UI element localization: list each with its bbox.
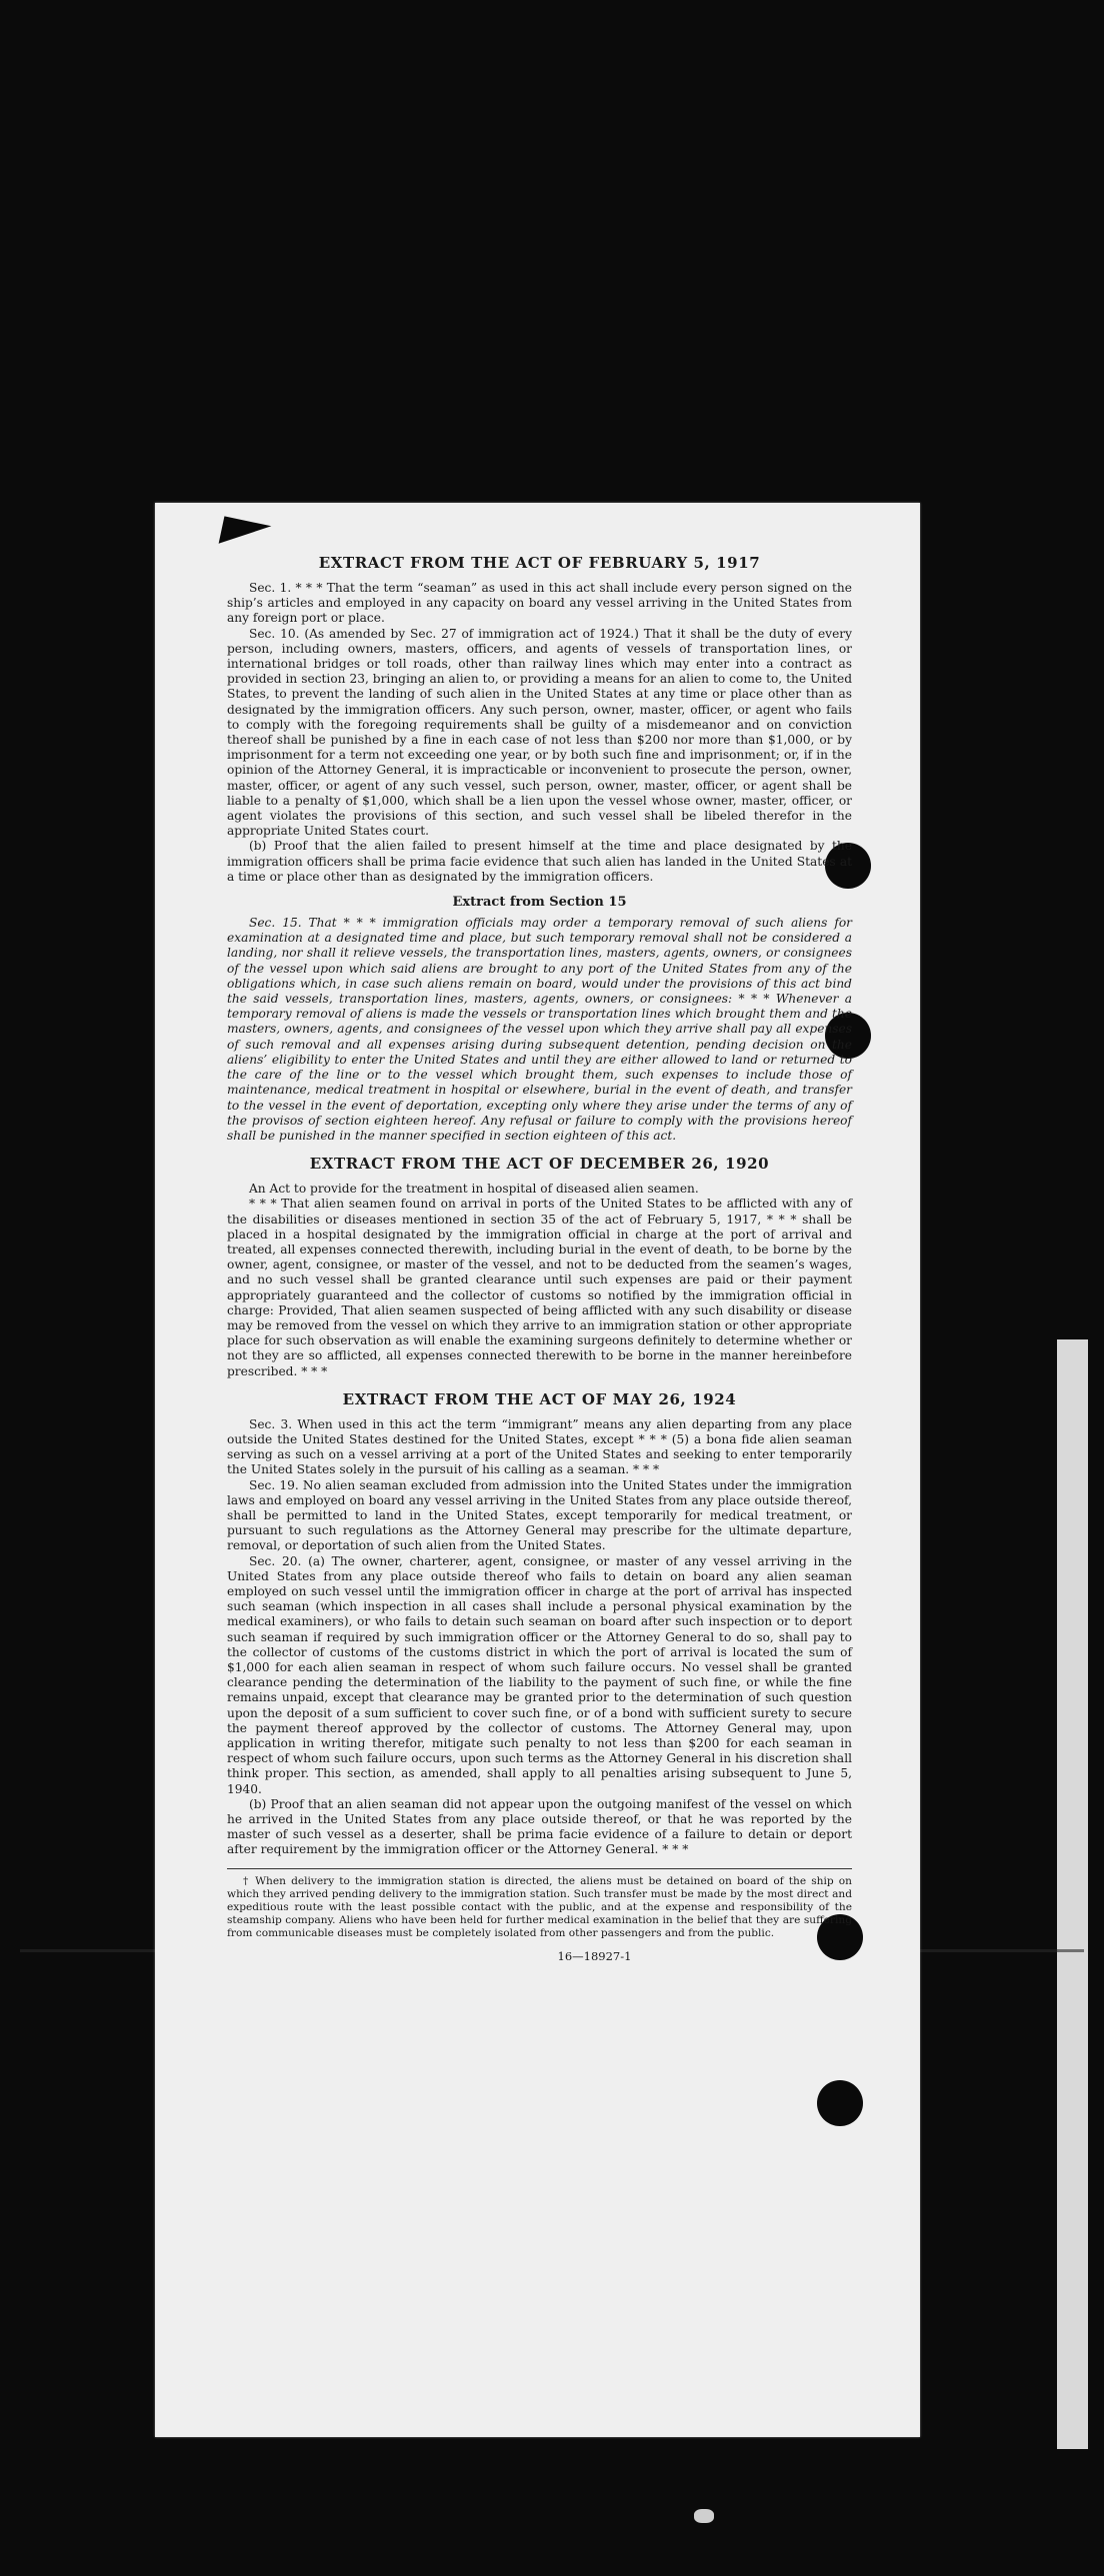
footnote: † When delivery to the immigration station is directed, the aliens must be detained on board of the ship on which they arrived pending delivery to the immigration station. Such transfer must be made by the most direct and expeditious route with the least possible contact with the public, and at the expense and responsibility of the steamship company. Aliens who have been held for further medical examination in the belief that they are suffering from communicable diseases must be completely isolated from other passengers and from the public.	[227, 1874, 852, 1940]
section-3-paragraph: Sec. 3. When used in this act the term “immigrant” means any alien departing from any place outside the United States destined for the United States, except * * * (5) a bona fide alien seaman serving as such on a vessel arriving at a port of the United States and seeking to enter temporarily the United States solely in the pursuit of his calling as a seaman. * * *	[227, 1416, 852, 1477]
section-20b-paragraph: (b) Proof that an alien seaman did not appear upon the outgoing manifest of the vessel on which he arrived in the United States from any place outside thereof, or that he was reported by the master of such vessel as a deserter, shall be prima facie evidence of a failure to detain or deport after requirement by the immigration officer or the Attorney General. * * *	[227, 1796, 852, 1857]
act-1920-title: An Act to provide for the treatment in hospital of diseased alien seamen.	[249, 1182, 699, 1197]
act-1920-paragraph: * * * That alien seamen found on arrival in ports of the United States to be afflicted with any of the disabilities or diseases mentioned in section 35 of the act of February 5, 1917, * * * shall be placed in a hospital designated by the immigration official in charge at the port of arrival and treated, all expenses connected therewith, including burial in the event of death, to be borne by the owner, agent, consignee, or master of the vessel, and not to be deducted from the seamen’s wages, and no such vessel shall be granted clearance until such expenses are paid or their payment appropriately guaranteed and the collector of customs so notified by the immigration official in charge: Provided, That alien seamen suspected of being afflicted with any such disability or disease may be removed from the vessel on which they arrive to an immigration station or other appropriate place for such observation as will enable the examining surgeons definitely to determine whether or not they are so afflicted, all expenses connected therewith to be borne in the manner hereinbefore prescribed. * * *	[227, 1197, 852, 1378]
section-20-paragraph: Sec. 20. (a) The owner, charterer, agent, consignee, or master of any vessel arriving in the United States from any place outside thereof who fails to detain on board any alien seaman employed on such vessel until the immigration officer in charge at the port of arrival has inspected such seaman (which inspection in all cases shall include a personal physical examination by the medical examiners), or who fails to detain such seaman on board after such inspection or to deport such seaman if required by such immigration officer or the Attorney General to do so, shall pay to the collector of customs of the customs district in which the port of arrival is located the sum of $1,000 for each alien seaman in respect of whom such failure occurs. No vessel shall be granted clearance pending the determination of the liability to the payment of such fine, or while the fine remains unpaid, except that clearance may be granted prior to the determination of such question upon the deposit of a sum sufficient to cover such fine, or of a bond with sufficient surety to secure the payment thereof approved by the collector of customs. The Attorney General may, upon application in writing therefor, mitigate such penalty to not less than $200 for each seaman in respect of whom such failure occurs, upon such terms as the Attorney General in his discretion shall think proper. This section, as amended, shall apply to all penalties arising subsequent to June 5, 1940.	[227, 1553, 852, 1796]
heading-act-1917: EXTRACT FROM THE ACT OF FEBRUARY 5, 1917	[318, 554, 761, 572]
section-19-paragraph: Sec. 19. No alien seaman excluded from admission into the United States under the immigration laws and employed on board any vessel arriving in the United States from any place outside thereof, shall be permitted to land in the United States, except temporarily for medical treatment, or pursuant to such regulations as the Attorney General may prescribe for the ultimate departure, removal, or deportation of such alien from the United States.	[227, 1477, 852, 1553]
section-1-paragraph: Sec. 1. * * * That the term “seaman” as used in this act shall include every person signed on the ship’s articles and employed in any capacity on board any vessel arriving in the United States from any foreign port or place.	[227, 581, 852, 626]
scanner-edge-strip	[1057, 1339, 1088, 2449]
section-15-paragraph: Sec. 15. That * * * immigration officials may order a temporary removal of such aliens for examination at a designated time and place, but such temporary removal shall not be considered a landing, nor shall it relieve vessels, the transportation lines, masters, agents, owners, or consignees of the vessel upon which said aliens are brought to any port of the United States from any of the obligations which, in case such aliens remain on board, would under the provisions of this act bind the said vessels, transportation lines, masters, agents, owners, or consignees: * * * Whenever a temporary removal of aliens is made the vessels or transportation lines which brought them and the masters, owners, agents, and consignees of the vessel upon which they arrive shall pay all expenses of such removal and all expenses arising during subsequent detention, pending decision on the aliens’ eligibility to enter the United States and until they are either allowed to land or returned to the care of the line or to the vessel which brought them, such expenses to include those of maintenance, medical treatment in hospital or elsewhere, burial in the event of death, and transfer to the vessel in the event of deportation, excepting only where they arise under the terms of any of the provisos of section eighteen hereof. Any refusal or failure to comply with the provisions hereof shall be punished in the manner specified in section eighteen of this act.	[227, 916, 852, 1143]
heading-act-1920: EXTRACT FROM THE ACT OF DECEMBER 26, 1920	[309, 1155, 770, 1174]
document-page	[155, 503, 920, 2437]
footnote-divider	[227, 1868, 852, 1869]
scan-speck	[694, 2509, 714, 2523]
section-10b-paragraph: (b) Proof that the alien failed to present himself at the time and place designated by the immigration officers shall be prima facie evidence that such alien has landed in the United States at a time or place other than as designated by the immigration officers.	[227, 839, 852, 884]
heading-act-1924: EXTRACT FROM THE ACT OF MAY 26, 1924	[342, 1389, 737, 1408]
form-number: 16—18927-1	[557, 1948, 632, 1963]
subheading-section-15: Extract from Section 15	[452, 895, 627, 911]
document-text	[227, 543, 852, 1963]
punch-hole	[817, 2080, 863, 2126]
section-10-paragraph: Sec. 10. (As amended by Sec. 27 of immigration act of 1924.) That it shall be the duty of every person, including owners, masters, officers, and agents of vessels of transportation lines, or international bridges or toll roads, other than railway lines which may enter into a contract as provided in section 23, bringing an alien to, or providing a means for an alien to come to, the United States, to prevent the landing of such alien in the United States at any time or place other than as designated by the immigration officers. Any such person, owner, master, officer, or agent who fails to comply with the foregoing requirements shall be guilty of a misdemeanor and on conviction thereof shall be punished by a fine in each case of not less than $200 nor more than $1,000, or by imprisonment for a term not exceeding one year, or by both such fine and imprisonment; or, if in the opinion of the Attorney General, it is impracticable or inconvenient to prosecute the person, owner, master, officer, or agent of any such vessel, such person, owner, master, officer, or agent shall be liable to a penalty of $1,000, which shall be a lien upon the vessel whose owner, master, officer, or agent violates the provisions of this section, and such vessel shall be libeled therefor in the appropriate United States court.	[227, 626, 852, 839]
